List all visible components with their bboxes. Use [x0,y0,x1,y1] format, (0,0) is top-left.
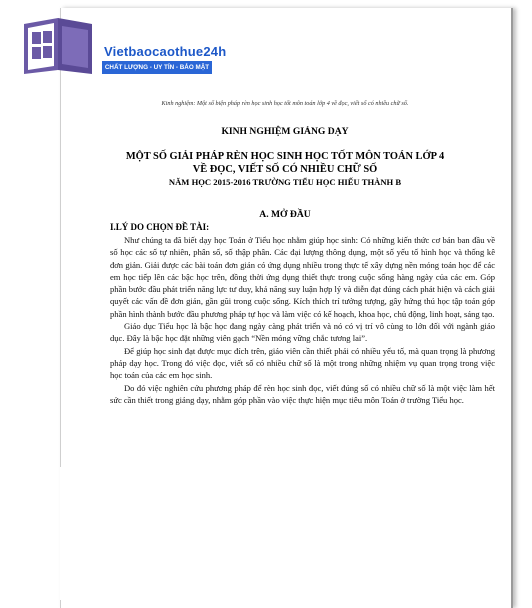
school-year-heading: NĂM HỌC 2015-2016 TRƯỜNG TIỂU HỌC HIẾU THÀNH B [168,177,402,187]
document-body [110,234,495,406]
brand-name[interactable]: Vietbaocaothue24h [104,44,227,59]
main-heading-line-1: MỘT SỐ GIẢI PHÁP RÈN HỌC SINH HỌC TỐT MÔN TOÁN LỚP 4 [125,151,445,162]
paragraph: Như chúng ta đã biết dạy học Toán ở Tiểu học nhằm giúp học sinh: Có những kiến thức cơ bản ban đầu về số học các số tự nhiên, phân số, số thập phân. Các đại lượng thông dụng, một số yếu tố hình học và thống kê đơn giản. Giải được các bài toán đơn giản có ứng dụng nhiều trong thực tế xây dựng nền móng toán học để các em học tiếp lên các bậc học trên, đồng thời ứng dụng thiết thực trong cuộc sống hàng ngày của các em. Góp phần bước đầu phát triển năng lực tư duy, khả năng suy luận hợp lý và diễn đạt đúng cách phát hiện và cách giải quyết các vấn đề đơn giản, gần gũi trong cuộc sống. Kích thích trí tưởng tượng, gây hứng thú học tập toán góp phần hình thành bước đầu phương pháp tự học và làm việc có kế hoạch, khoa học, chủ động, linh hoạt, sáng tạo. [110,235,495,319]
paragraph: Để giúp học sinh đạt được mục đích trên, giáo viên cần thiết phải có nhiều yếu tố, mà quan trọng là phương pháp dạy học. Trong đó việc đọc, viết số có nhiều chữ số là một trong những nhiệm vụ quan trọng trong việc học toán của các em học sinh. [110,345,495,381]
section-heading: A. MỞ ĐẦU [259,209,311,220]
main-heading-line-2: VỀ ĐỌC, VIẾT SỐ CÓ NHIỀU CHỮ SỐ [192,164,378,175]
page-preview-cutoff [60,467,510,600]
book-logo-icon [18,16,98,76]
paragraph: Giáo dục Tiểu học là bậc học đang ngày càng phát triển và nó có vị trí vô cùng to lớn đối với ngành giáo dục. Đây là bậc học đặt những viên gạch “Nền móng vững chắc tương lai”. [110,321,495,344]
brand-logo[interactable] [8,4,248,74]
document-header-note: Kinh nghiệm: Một số biện pháp rèn học sinh học tốt môn toán lớp 4 về đọc, viết số có nhiều chữ số. [161,100,409,107]
subsection-heading: I.LÝ DO CHỌN ĐỀ TÀI: [110,222,210,232]
paragraph: Do đó việc nghiên cứu phương pháp để rèn học sinh đọc, viết đúng số có nhiều chữ số là một việc làm hết sức cần thiết trong giảng dạy, nhằm góp phần vào việc thực hiện mục tiêu môn Toán ở trường Tiểu học. [110,382,495,405]
brand-tagline: CHẤT LƯỢNG - UY TÍN - BẢO MẬT [102,61,212,74]
document-main-heading [80,150,490,176]
document-title: KINH NGHIỆM GIẢNG DẠY [221,126,349,137]
